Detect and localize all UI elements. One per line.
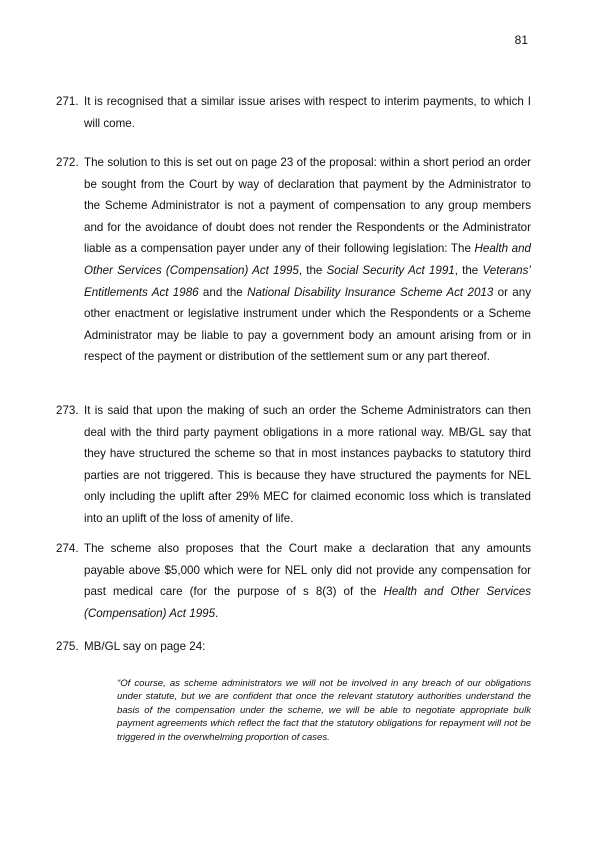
act-title: Health and Other Services (Compensation) Act 1995 [84,242,531,277]
act-title: National Disability Insurance Scheme Act 2013 [247,285,494,299]
paragraph-number: 274. [56,542,79,555]
paragraph-number: 271. [56,95,79,108]
paragraph-text: It is recognised that a similar issue arises with respect to interim payments, to which I will come. [84,95,531,130]
paragraph-text: It is said that upon the making of such an order the Scheme Administrators can then deal with the third party payment obligations in a more rational way. MB/GL say that they have structured the scheme so that in most instances paybacks to statutory third parties are not triggered. This is because they have structured the payments for NEL only including the uplift after 29% MEC for claimed economic loss which is translated into an uplift of the loss of amenity of life. [84,404,531,525]
paragraph-number: 275. [56,640,79,653]
act-title: Social Security Act 1991 [326,263,455,277]
page-number: 81 [514,33,528,47]
paragraph-272 [56,152,531,368]
paragraph-number: 272. [56,156,79,169]
paragraph-273 [56,400,531,530]
paragraph-text: MB/GL say on page 24: [84,640,206,653]
block-quote: “Of course, as scheme administrators we will not be involved in any breach of our obligations under statute, but we are confident that once the relevant statutory authorities understand the basis of the compensation under the scheme, we will be able to negotiate appropriate bulk payment agreements which reflect the fact that the statutory obligations for repayment will not be triggered in the overwhelming proportion of cases. [117,678,531,743]
paragraph-275 [56,636,531,658]
paragraph-text: The scheme also proposes that the Court make a declaration that any amounts payable above $5,000 which were for NEL only did not provide any compensation for past medical care (for the purpose of s 8(3) of the Health and Other Services (Compensation) Act 1995. [84,542,531,620]
act-title: Veterans’ Entitlements Act 1986 [84,263,532,299]
paragraph-274 [56,538,531,624]
paragraph-text: The solution to this is set out on page 23 of the proposal: within a short period an order be sought from the Court by way of declaration that payment by the Administrator to the Scheme Administrator is not a payment of compensation to any group members and for the avoidance of doubt does not render the Respondents or the Administrator liable as a compensation payer under any of their following legislation: The Health and Other Services (Compensation) Act 1995, the Social Security Act 1991, the Veterans’ Entitlements Act 1986 and the National Disability Insurance Scheme Act 2013 or any other enactment or legislative instrument under which the Respondents or a Scheme Administrator may be liable to pay a government body an amount arising from or in respect of the payment or distribution of the settlement sum or any part thereof. [84,156,532,364]
paragraph-number: 273. [56,404,79,417]
act-title: Health and Other Services (Compensation) Act 1995 [84,585,531,620]
paragraph-271 [56,91,531,134]
